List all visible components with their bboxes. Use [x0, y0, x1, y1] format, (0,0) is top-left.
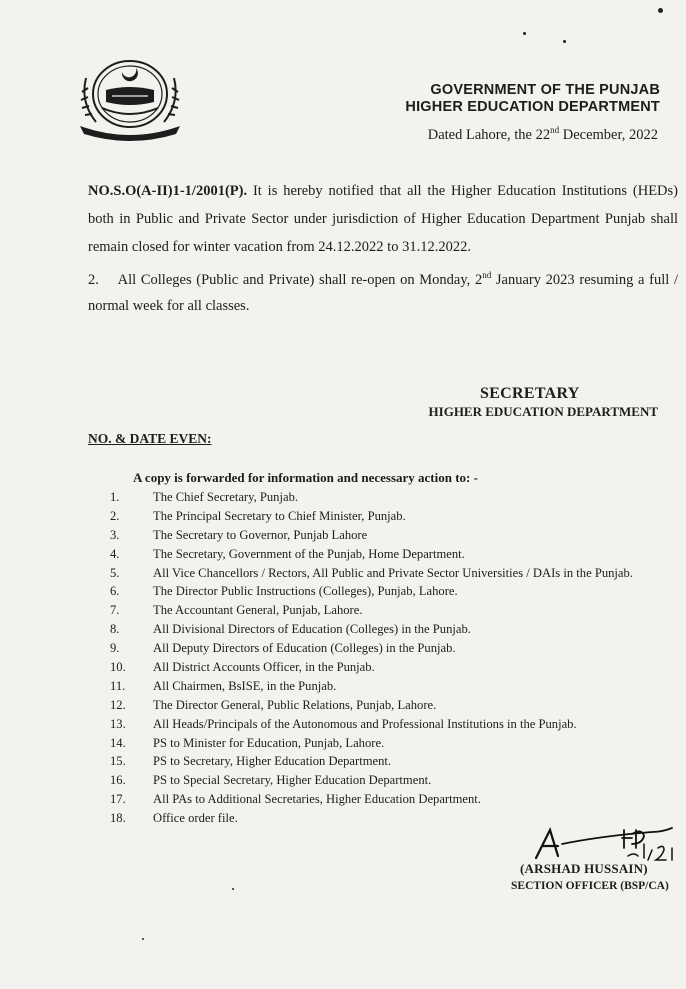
distribution-item [110, 790, 670, 809]
distribution-item-text: PS to Minister for Education, Punjab, Lahore. [153, 735, 385, 750]
distribution-item-number: 7. [110, 603, 120, 618]
distribution-item-text: PS to Special Secretary, Higher Education Department. [153, 773, 432, 788]
paragraph-2-ordinal: nd [482, 270, 492, 280]
distribution-item-number: 10. [110, 660, 126, 675]
distribution-item-number: 12. [110, 697, 126, 712]
dated-line [428, 125, 658, 144]
signatory-name: (ARSHAD HUSSAIN) [520, 861, 648, 876]
distribution-item-text: The Director General, Public Relations, Punjab, Lahore. [153, 697, 437, 712]
distribution-item-number: 16. [110, 773, 126, 788]
distribution-item [110, 507, 670, 526]
distribution-item-text: The Secretary to Governor, Punjab Lahore [153, 527, 368, 542]
distribution-item-text: The Chief Secretary, Punjab. [153, 490, 299, 504]
government-name: GOVERNMENT OF THE PUNJAB [430, 82, 660, 98]
dated-suffix: December, 2022 [559, 126, 658, 143]
scan-speck [232, 888, 234, 890]
distribution-item [110, 545, 670, 564]
distribution-item [110, 564, 670, 583]
distribution-item-number: 6. [110, 584, 120, 599]
distribution-item-number: 2. [110, 508, 120, 523]
distribution-item-text: All PAs to Additional Secretaries, Higher Education Department. [153, 792, 481, 807]
distribution-item [110, 771, 670, 790]
notification-paragraph-1 [88, 177, 678, 261]
dated-prefix: Dated Lahore, the 22 [427, 126, 551, 143]
distribution-item-number: 3. [110, 527, 120, 542]
distribution-item [110, 658, 670, 677]
distribution-item [110, 734, 670, 753]
distribution-item-number: 5. [110, 565, 120, 580]
distribution-item [110, 488, 670, 507]
distribution-intro: A copy is forwarded for information and necessary action to: - [133, 470, 478, 485]
distribution-item [110, 715, 670, 734]
distribution-item-text: All Vice Chancellors / Rectors, All Public and Private Sector Universities / DAIs in the Punjab. [153, 565, 633, 580]
secretary-department: HIGHER EDUCATION DEPARTMENT [428, 404, 658, 419]
distribution-item-number: 4. [110, 546, 120, 561]
paragraph-2-pre: All Colleges (Public and Private) shall re-open on Monday, 2 [117, 271, 483, 288]
signatory-designation: SECTION OFFICER (BSP/CA) [511, 880, 669, 892]
distribution-item-text: All Divisional Directors of Education (Colleges) in the Punjab. [153, 622, 471, 637]
paragraph-1-body: It is hereby notified that all the Higher Education Institutions (HEDs) both in Public and Private Sector under jurisdiction of Higher Education Department Punjab shall remain closed for winter vacation from 24.12.2022 to 31.12.2022. [88, 183, 678, 255]
distribution-list [110, 488, 670, 828]
paragraph-2-post: January 2023 resuming a full / normal week for all classes. [88, 271, 678, 314]
department-name: HIGHER EDUCATION DEPARTMENT [405, 99, 660, 115]
distribution-item [110, 582, 670, 601]
distribution-item [110, 601, 670, 620]
distribution-item [110, 620, 670, 639]
distribution-item-number: 14. [110, 735, 126, 750]
scan-speck [523, 32, 526, 35]
government-header [405, 82, 660, 116]
distribution-item-number: 9. [110, 641, 120, 656]
punjab-government-emblem-icon [72, 52, 188, 144]
distribution-item-text: The Accountant General, Punjab, Lahore. [153, 603, 363, 618]
distribution-item-text: PS to Secretary, Higher Education Department. [153, 754, 392, 769]
distribution-item-number: 13. [110, 716, 126, 731]
distribution-item-text: All Heads/Principals of the Autonomous and Professional Institutions in the Punjab. [153, 716, 577, 731]
distribution-item-text: The Principal Secretary to Chief Minister, Punjab. [153, 508, 406, 523]
distribution-item-text: The Secretary, Government of the Punjab, Home Department. [153, 546, 465, 561]
distribution-item-text: All District Accounts Officer, in the Punjab. [153, 660, 375, 675]
distribution-item [110, 752, 670, 771]
distribution-item-text: All Chairmen, BsISE, in the Punjab. [153, 678, 337, 693]
scan-speck [142, 938, 144, 940]
scan-speck [563, 40, 566, 43]
dated-ordinal: nd [550, 125, 560, 135]
distribution-item-text: Office order file. [153, 811, 238, 826]
distribution-item [110, 696, 670, 715]
distribution-item [110, 639, 670, 658]
distribution-item-text: All Deputy Directors of Education (Colleges) in the Punjab. [153, 641, 456, 656]
distribution-item-number: 1. [110, 490, 120, 504]
distribution-item-number: 15. [110, 754, 126, 769]
notification-ref-number: NO.S.O(A-II)1-1/2001(P). [88, 183, 248, 199]
distribution-item-number: 17. [110, 792, 126, 807]
distribution-item-number: 18. [110, 811, 126, 826]
secretary-title: SECRETARY [480, 385, 580, 402]
scan-speck [658, 8, 663, 13]
distribution-item-number: 8. [110, 622, 120, 637]
distribution-item [110, 526, 670, 545]
distribution-item [110, 677, 670, 696]
paragraph-2-number: 2. [88, 271, 99, 288]
notification-paragraph-2 [88, 262, 678, 319]
distribution-item-number: 11. [110, 678, 126, 693]
distribution-item-text: The Director Public Instructions (Colleges), Punjab, Lahore. [153, 584, 458, 599]
ref-date-even: NO. & DATE EVEN: [88, 431, 212, 446]
